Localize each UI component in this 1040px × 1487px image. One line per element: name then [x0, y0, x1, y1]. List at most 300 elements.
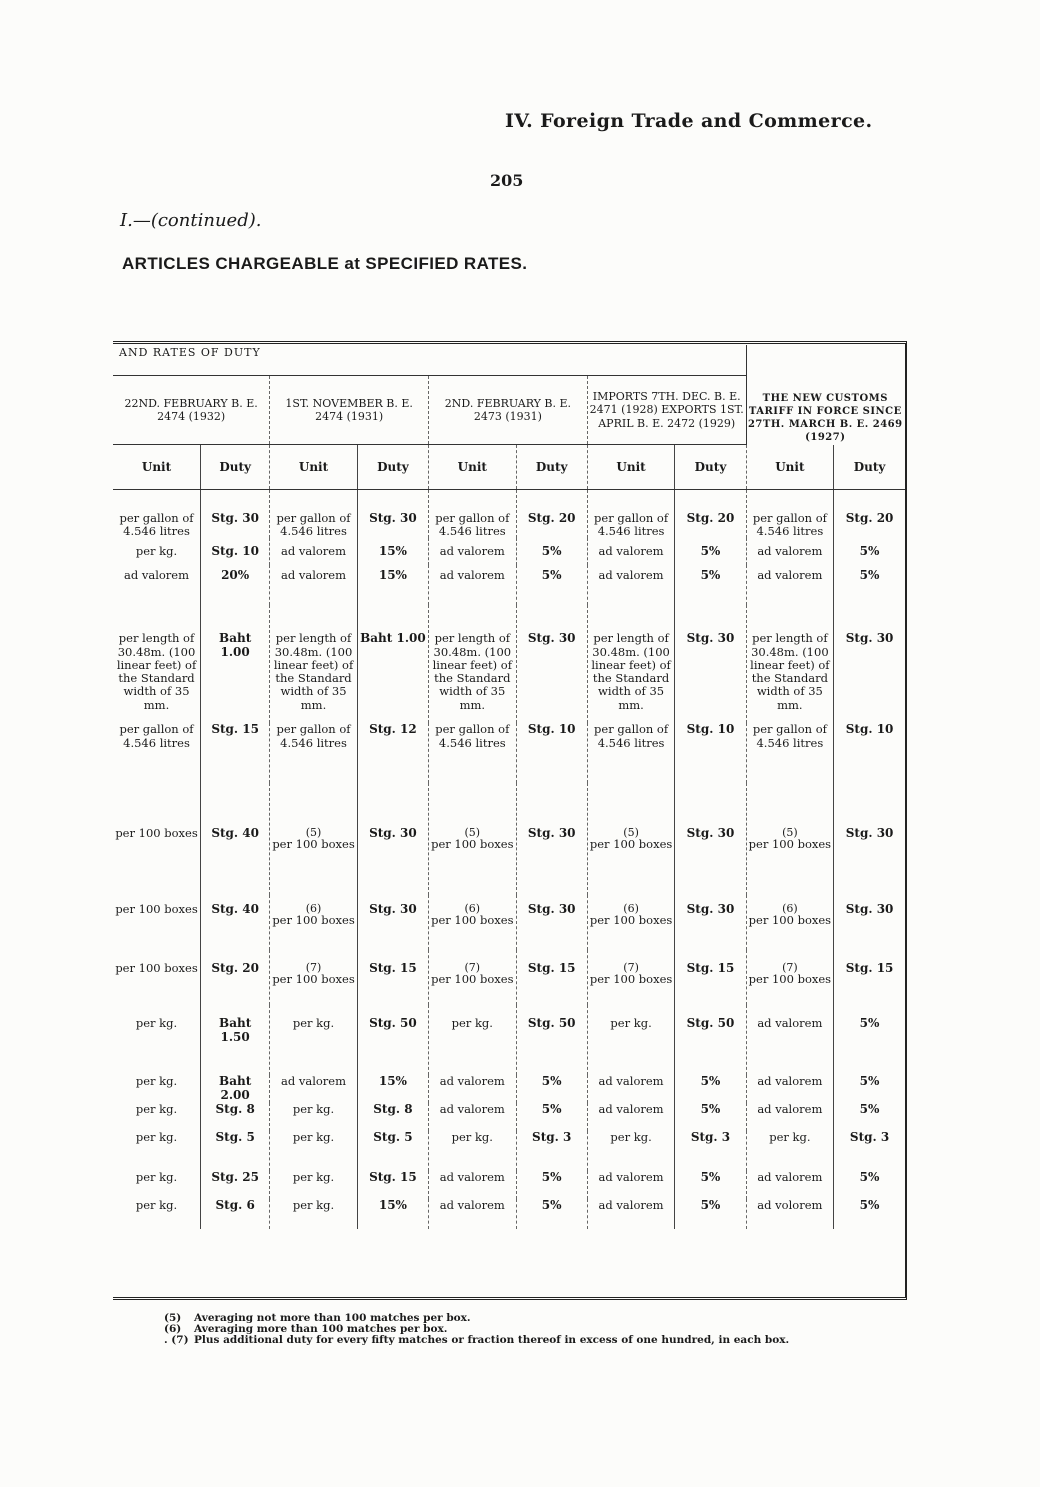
cell-text: 5% — [700, 1102, 721, 1117]
duty-cell — [516, 895, 587, 950]
duty-cell — [357, 950, 428, 1005]
cell-text: Baht 1.00 — [360, 631, 426, 646]
duty-cell — [201, 950, 270, 1005]
table-row — [113, 1103, 905, 1131]
cell-text: per kg. — [610, 1016, 652, 1031]
cell-text: Stg. 15 — [686, 961, 735, 976]
cell-text: Stg. 30 — [686, 826, 735, 841]
column-header-row — [113, 445, 905, 490]
cell-text: 5% — [859, 544, 880, 559]
duty-cell — [675, 1171, 746, 1199]
duty-cell — [834, 1199, 905, 1229]
table-head-row — [113, 345, 905, 376]
duty-cell — [834, 1005, 905, 1075]
unit-cell — [746, 723, 834, 783]
duty-cell — [675, 950, 746, 1005]
table-row — [113, 783, 905, 895]
cell-text: ad valorem — [439, 1198, 505, 1213]
duty-cell — [357, 565, 428, 605]
duty-cell — [201, 1075, 270, 1103]
duty-cell — [516, 1131, 587, 1171]
cell-text: per 100 boxes — [431, 913, 514, 928]
period-header: THE NEW CUSTOMS TARIFF IN FORCE SINCE 27TH. MARCH B. E. 2469 (1927) — [746, 345, 905, 445]
unit-cell — [270, 1005, 358, 1075]
duty-cell — [516, 950, 587, 1005]
cell-text: per gallon of 4.546 litres — [594, 722, 669, 750]
duty-cell — [516, 1075, 587, 1103]
unit-cell — [587, 605, 675, 723]
footnote-ref: (7) — [305, 961, 322, 975]
unit-cell — [113, 1199, 201, 1229]
cell-text: ad valorem — [439, 1170, 505, 1185]
unit-cell — [587, 1005, 675, 1075]
duty-cell — [516, 1005, 587, 1075]
duty-cell — [834, 723, 905, 783]
unit-cell — [270, 605, 358, 723]
cell-text: per gallon of 4.546 litres — [276, 722, 351, 750]
table-row — [113, 490, 905, 539]
table-row — [113, 723, 905, 783]
unit-cell — [270, 538, 358, 565]
cell-text: Stg. 5 — [215, 1130, 255, 1145]
cell-text: ad valorem — [757, 1016, 823, 1031]
footnote-mark: . (7) — [164, 1334, 189, 1347]
cell-text: Stg. 25 — [211, 1170, 259, 1185]
duty-cell — [516, 605, 587, 723]
table-row — [113, 1075, 905, 1103]
footnote-text: Averaging more than 100 matches per box. — [194, 1323, 448, 1336]
cell-text: per 100 boxes — [272, 837, 355, 852]
duty-cell — [357, 1005, 428, 1075]
unit-cell — [113, 895, 201, 950]
unit-cell — [429, 1131, 517, 1171]
duty-cell — [357, 1171, 428, 1199]
unit-cell — [746, 1131, 834, 1171]
cell-text: per gallon of 4.546 litres — [752, 511, 827, 539]
cell-text: 5% — [859, 1198, 880, 1213]
cell-text: per gallon of 4.546 litres — [119, 722, 194, 750]
cell-text: Stg. 30 — [527, 826, 576, 841]
footnote-text: Averaging not more than 100 matches per box. — [194, 1312, 471, 1324]
footnote — [164, 1335, 789, 1346]
cell-text: ad valorem — [757, 1102, 823, 1117]
unit-header: Unit — [429, 445, 517, 490]
cell-text: Stg. 30 — [369, 902, 417, 917]
table-row — [113, 1005, 905, 1075]
cell-text: Stg. 10 — [211, 544, 259, 559]
duty-cell — [201, 1131, 270, 1171]
duty-cell — [357, 1075, 428, 1103]
unit-cell — [113, 783, 201, 895]
unit-cell — [270, 723, 358, 783]
cell-text: Stg. 30 — [686, 631, 735, 646]
cell-text: 15% — [378, 568, 407, 583]
cell-text: Stg. 50 — [686, 1016, 735, 1031]
cell-text: ad valorem — [439, 544, 505, 559]
cell-text: ad valorem — [598, 1074, 664, 1089]
duty-cell — [675, 1005, 746, 1075]
cell-text: 5% — [700, 1198, 721, 1213]
duty-rates-table — [113, 345, 905, 1229]
cell-text: 5% — [859, 568, 880, 583]
page-number: 205 — [490, 171, 524, 190]
unit-cell — [429, 490, 517, 539]
unit-cell — [270, 783, 358, 895]
unit-header: Unit — [270, 445, 358, 490]
unit-cell — [746, 565, 834, 605]
cell-text: Stg. 30 — [845, 631, 894, 646]
cell-text: per gallon of 4.546 litres — [119, 511, 194, 539]
duty-cell — [516, 1171, 587, 1199]
unit-cell — [429, 538, 517, 565]
cell-text: Stg. 3 — [532, 1130, 572, 1145]
duty-cell — [516, 490, 587, 539]
cell-text: Stg. 20 — [845, 511, 894, 525]
cell-text: Stg. 20 — [527, 511, 576, 525]
unit-cell — [270, 895, 358, 950]
rates-of-duty-label: AND RATES OF DUTY — [119, 346, 261, 359]
unit-cell — [587, 723, 675, 783]
cell-text: per kg. — [610, 1130, 652, 1145]
cell-text: Stg. 30 — [845, 902, 894, 917]
cell-text: 5% — [700, 544, 721, 559]
unit-cell — [746, 1075, 834, 1103]
cell-text: per kg. — [292, 1130, 335, 1145]
unit-cell — [587, 538, 675, 565]
unit-cell — [113, 490, 201, 539]
cell-text: Stg. 15 — [845, 961, 894, 976]
cell-text: ad valorem — [598, 544, 664, 559]
cell-text: ad valorem — [280, 1074, 347, 1089]
unit-cell — [113, 538, 201, 565]
duty-cell — [201, 1171, 270, 1199]
duty-cell — [201, 538, 270, 565]
duty-header: Duty — [201, 445, 270, 490]
cell-text: Stg. 20 — [686, 511, 735, 525]
unit-cell — [113, 723, 201, 783]
cell-text: 5% — [541, 1170, 562, 1185]
unit-cell — [429, 1171, 517, 1199]
cell-text: ad valorem — [757, 1074, 823, 1089]
footnote-ref: (6) — [623, 902, 639, 916]
cell-text: ad valorem — [757, 544, 823, 559]
unit-cell — [746, 895, 834, 950]
cell-text: Stg. 40 — [211, 902, 259, 917]
unit-cell — [113, 1131, 201, 1171]
duty-cell — [834, 605, 905, 723]
unit-cell — [113, 1005, 201, 1075]
duty-cell — [516, 783, 587, 895]
cell-text: Stg. 50 — [369, 1016, 417, 1031]
duty-cell — [516, 723, 587, 783]
period-header: 22ND. FEBRUARY B. E. 2474 (1932) — [113, 376, 270, 445]
cell-text: 15% — [378, 544, 407, 559]
footnote-ref: (7) — [464, 961, 481, 975]
unit-cell — [587, 1171, 675, 1199]
duty-cell — [201, 723, 270, 783]
unit-cell — [746, 1103, 834, 1131]
cell-text: per gallon of 4.546 litres — [752, 722, 827, 750]
cell-text: per kg. — [135, 1074, 178, 1089]
duty-header: Duty — [357, 445, 428, 490]
cell-text: Stg. 15 — [527, 961, 576, 976]
duty-cell — [675, 565, 746, 605]
unit-header: Unit — [587, 445, 675, 490]
cell-text: Stg. 5 — [373, 1130, 413, 1145]
cell-text: 15% — [378, 1198, 407, 1213]
period-header: 1ST. NOVEMBER B. E. 2474 (1931) — [270, 376, 429, 445]
cell-text: ad volorem — [757, 1198, 823, 1213]
unit-cell — [270, 490, 358, 539]
unit-header: Unit — [746, 445, 834, 490]
cell-text: per kg. — [292, 1102, 335, 1117]
duty-cell — [834, 538, 905, 565]
cell-text: per kg. — [135, 1170, 178, 1185]
table-row — [113, 1131, 905, 1171]
duty-cell — [834, 490, 905, 539]
unit-cell — [113, 1103, 201, 1131]
cell-text: per 100 boxes — [589, 837, 673, 852]
cell-text: Stg. 15 — [211, 722, 259, 737]
cell-text: 5% — [859, 1074, 880, 1089]
duty-cell — [834, 1103, 905, 1131]
unit-cell — [113, 605, 201, 723]
cell-text: per kg. — [451, 1130, 493, 1145]
duty-cell — [834, 895, 905, 950]
cell-text: Stg. 12 — [369, 722, 417, 737]
cell-text: Stg. 15 — [369, 961, 417, 976]
footnote-ref: (5) — [782, 826, 798, 840]
cell-text: per kg. — [292, 1198, 335, 1213]
footnote-text: Plus additional duty for every fifty matches or fraction thereof in excess of one hundred, in each box. — [194, 1334, 790, 1347]
cell-text: Stg. 3 — [690, 1130, 731, 1145]
cell-text: per kg. — [769, 1130, 811, 1145]
unit-cell — [587, 565, 675, 605]
unit-cell — [746, 490, 834, 539]
footnote-ref: (7) — [623, 961, 639, 975]
duty-cell — [201, 783, 270, 895]
duty-cell — [516, 1103, 587, 1131]
cell-text: Stg. 50 — [527, 1016, 576, 1031]
cell-text: per kg. — [135, 1198, 178, 1213]
footnote-mark: (5) — [164, 1312, 182, 1324]
cell-text: Stg. 10 — [845, 722, 894, 737]
cell-text: 5% — [541, 1198, 562, 1213]
cell-text: ad valorem — [439, 1074, 505, 1089]
cell-text: 5% — [541, 568, 562, 583]
cell-text: Baht 1.50 — [219, 1016, 252, 1045]
duty-cell — [675, 605, 746, 723]
unit-cell — [270, 1075, 358, 1103]
cell-text: ad valorem — [598, 1198, 664, 1213]
unit-cell — [270, 565, 358, 605]
duty-cell — [357, 1103, 428, 1131]
table-row — [113, 605, 905, 723]
cell-text: per length of 30.48m. (100 linear feet) of the Standard width of 35 mm. — [432, 631, 512, 712]
cell-text: ad valorem — [439, 1102, 505, 1117]
cell-text: Stg. 40 — [211, 826, 259, 841]
cell-text: ad valorem — [598, 568, 664, 583]
cell-text: per 100 boxes — [272, 913, 355, 928]
cell-text: per 100 boxes — [115, 826, 198, 841]
footnote-mark: (6) — [164, 1323, 182, 1336]
cell-text: per kg. — [135, 1102, 178, 1117]
cell-text: Stg. 8 — [373, 1102, 413, 1117]
unit-cell — [429, 565, 517, 605]
table-subtitle: ARTICLES CHARGEABLE at SPECIFIED RATES. — [122, 254, 528, 273]
cell-text: Stg. 30 — [527, 902, 576, 917]
cell-text: per kg. — [451, 1016, 493, 1031]
cell-text: 5% — [541, 1074, 562, 1089]
cell-text: per gallon of 4.546 litres — [276, 511, 351, 539]
cell-text: Stg. 6 — [215, 1198, 255, 1213]
duty-cell — [357, 1199, 428, 1229]
cell-text: Baht 1.00 — [219, 631, 252, 660]
unit-cell — [746, 1005, 834, 1075]
table-body — [113, 490, 905, 1230]
section-title: IV. Foreign Trade and Commerce. — [505, 110, 873, 132]
cell-text: ad valorem — [598, 1102, 664, 1117]
duty-cell — [834, 1075, 905, 1103]
cell-text: Stg. 30 — [369, 511, 417, 525]
cell-text: 5% — [700, 1074, 721, 1089]
duty-cell — [201, 490, 270, 539]
cell-text: per 100 boxes — [115, 902, 198, 917]
duty-cell — [357, 895, 428, 950]
cell-text: ad valorem — [598, 1170, 664, 1185]
unit-cell — [746, 950, 834, 1005]
unit-cell — [429, 783, 517, 895]
unit-cell — [429, 1075, 517, 1103]
cell-text: per 100 boxes — [589, 972, 673, 987]
cell-text: ad valorem — [280, 544, 347, 559]
duty-cell — [516, 1199, 587, 1229]
cell-text: per kg. — [135, 1016, 178, 1031]
unit-cell — [746, 1199, 834, 1229]
cell-text: per gallon of 4.546 litres — [435, 722, 510, 750]
cell-text: per 100 boxes — [748, 972, 832, 987]
table-row — [113, 950, 905, 1005]
cell-text: per length of 30.48m. (100 linear feet) of the Standard width of 35 mm. — [273, 631, 354, 712]
unit-cell — [429, 723, 517, 783]
duty-cell — [675, 1199, 746, 1229]
cell-text: ad valorem — [439, 568, 505, 583]
unit-cell — [587, 783, 675, 895]
cell-text: Stg. 10 — [527, 722, 576, 737]
footnote-ref: (5) — [305, 826, 322, 840]
unit-cell — [587, 950, 675, 1005]
cell-text: per 100 boxes — [748, 913, 832, 928]
cell-text: per kg. — [135, 1130, 178, 1145]
duty-cell — [675, 895, 746, 950]
duty-header: Duty — [516, 445, 587, 490]
cell-text: 5% — [859, 1016, 880, 1031]
duty-cell — [201, 1199, 270, 1229]
duty-cell — [201, 1103, 270, 1131]
cell-text: 5% — [859, 1102, 880, 1117]
cell-text: Baht 2.00 — [219, 1074, 252, 1103]
unit-cell — [429, 1005, 517, 1075]
unit-cell — [429, 1103, 517, 1131]
unit-cell — [587, 895, 675, 950]
unit-cell — [746, 1171, 834, 1199]
duty-cell — [675, 1131, 746, 1171]
cell-text: per kg. — [135, 544, 178, 559]
footnote-ref: (5) — [464, 826, 481, 840]
cell-text: per length of 30.48m. (100 linear feet) of the Standard width of 35 mm. — [591, 631, 671, 712]
cell-text: per 100 boxes — [115, 961, 198, 976]
cell-text: per length of 30.48m. (100 linear feet) of the Standard width of 35 mm. — [116, 631, 197, 712]
unit-cell — [429, 950, 517, 1005]
cell-text: 5% — [700, 1170, 721, 1185]
cell-text: 5% — [541, 544, 562, 559]
duty-cell — [675, 490, 746, 539]
unit-cell — [746, 538, 834, 565]
table-row — [113, 1199, 905, 1229]
cell-text: per 100 boxes — [589, 913, 673, 928]
table-row — [113, 565, 905, 605]
unit-cell — [270, 1131, 358, 1171]
footnotes — [164, 1313, 789, 1346]
table-row — [113, 538, 905, 565]
cell-text: Stg. 30 — [211, 511, 259, 525]
unit-cell — [113, 950, 201, 1005]
duty-cell — [675, 1075, 746, 1103]
cell-text: per kg. — [292, 1170, 335, 1185]
table-row — [113, 895, 905, 950]
footnote-ref: (6) — [464, 902, 481, 916]
unit-cell — [587, 1075, 675, 1103]
unit-header: Unit — [113, 445, 201, 490]
unit-cell — [587, 1103, 675, 1131]
duty-cell — [201, 895, 270, 950]
cell-text: Stg. 30 — [527, 631, 576, 646]
unit-cell — [270, 1171, 358, 1199]
table-row — [113, 1171, 905, 1199]
unit-cell — [429, 895, 517, 950]
cell-text: Stg. 15 — [369, 1170, 417, 1185]
duty-cell — [675, 783, 746, 895]
footnote-ref: (5) — [623, 826, 639, 840]
cell-text: Stg. 3 — [849, 1130, 890, 1145]
duty-cell — [675, 723, 746, 783]
unit-cell — [746, 783, 834, 895]
footnote-ref: (7) — [782, 961, 798, 975]
period-header: IMPORTS 7TH. DEC. B. E. 2471 (1928) EXPORTS 1ST. APRIL B. E. 2472 (1929) — [587, 376, 746, 445]
unit-cell — [429, 605, 517, 723]
duty-cell — [357, 1131, 428, 1171]
cell-text: Stg. 30 — [686, 902, 735, 917]
unit-cell — [587, 490, 675, 539]
duty-cell — [357, 605, 428, 723]
unit-cell — [113, 565, 201, 605]
cell-text: 15% — [378, 1074, 407, 1089]
duty-cell — [834, 565, 905, 605]
duty-cell — [516, 538, 587, 565]
duty-cell — [516, 565, 587, 605]
unit-cell — [270, 950, 358, 1005]
period-header: 2ND. FEBRUARY B. E. 2473 (1931) — [429, 376, 588, 445]
cell-text: ad valorem — [757, 1170, 823, 1185]
cell-text: Stg. 30 — [845, 826, 894, 841]
cell-text: ad valorem — [757, 568, 823, 583]
duty-cell — [834, 1171, 905, 1199]
duty-cell — [357, 538, 428, 565]
duty-cell — [201, 565, 270, 605]
cell-text: 5% — [700, 568, 721, 583]
cell-text: ad valorem — [280, 568, 347, 583]
footnote-ref: (6) — [782, 902, 798, 916]
